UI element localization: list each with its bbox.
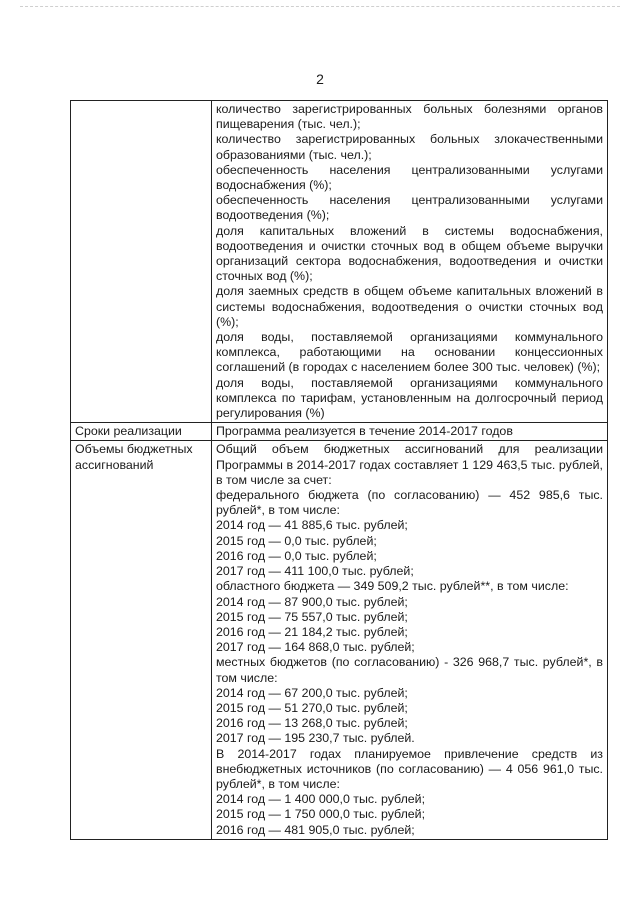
content-line: 2015 год — 75 557,0 тыс. рублей; [216,609,408,624]
row-label: Сроки реализации [71,423,212,441]
page-number: 2 [316,71,324,87]
content-line: Программа реализуется в течение 2014-2017 годов [216,424,513,439]
content-line: 2016 год — 21 184,2 тыс. рублей; [216,624,408,639]
content-line: 2015 год — 0,0 тыс. рублей; [216,533,377,548]
content-line: 2014 год — 1 400 000,0 тыс. рублей; [216,792,426,807]
table-body [71,101,608,840]
content-line: количество зарегистрированных больных болезнями органов пищеварения (тыс. чел.); [216,102,603,132]
content-line: Общий объем бюджетных ассигнований для реализации Программы в 2014-2017 годах составляет 1 129 463,5 тыс. рублей, в том числе за счет: [216,442,603,487]
row-content [212,423,608,441]
content-line: местных бюджетов (по согласованию) - 326 968,7 тыс. рублей*, в том числе: [216,655,603,685]
row-label: Объемы бюджетных ассигнований [71,441,212,839]
row-label [71,101,212,423]
content-line: 2014 год — 41 885,6 тыс. рублей; [216,518,408,533]
content-line: количество зарегистрированных больных злокачественными образованиями (тыс. чел.); [216,132,603,162]
scan-top-edge [20,6,620,7]
content-line: 2014 год — 67 200,0 тыс. рублей; [216,685,408,700]
content-line: 2015 год — 1 750 000,0 тыс. рублей; [216,807,426,822]
row-content [212,441,608,839]
table-row [71,441,608,839]
content-line: 2017 год — 164 868,0 тыс. рублей; [216,640,415,655]
content-line: 2017 год — 411 100,0 тыс. рублей; [216,564,414,579]
content-line: 2016 год — 481 905,0 тыс. рублей; [216,822,415,837]
content-line: федерального бюджета (по согласованию) — 452 985,6 тыс. рублей*, в том числе: [216,488,603,518]
content-line: обеспеченность населения централизованными услугами водоснабжения (%); [216,162,603,193]
row-content [212,101,608,423]
content-line: областного бюджета — 349 509,2 тыс. рублей**, в том числе: [216,579,569,594]
content-line: 2014 год — 87 900,0 тыс. рублей; [216,594,408,609]
content-line: обеспеченность населения централизованными услугами водоотведения (%); [216,193,603,223]
table-row [71,101,608,423]
table-row [71,423,608,441]
passport-table [70,100,608,840]
content-line: доля воды, поставляемой организациями коммунального комплекса, работающими на основании концессионных соглашений (в городах с населением более 300 тыс. человек) (%); [216,330,603,375]
content-line: доля заемных средств в общем объеме капитальных вложений в системы водоснабжения, водоотведения о очистки сточных вод (%); [216,284,603,329]
content-line: 2015 год — 51 270,0 тыс. рублей; [216,700,408,715]
content-line: 2017 год — 195 230,7 тыс. рублей. [216,731,415,746]
content-line: В 2014-2017 годах планируемое привлечение средств из внебюджетных источников (по согласованию) — 4 056 961,0 тыс. рублей*, в том числе: [216,746,603,791]
content-line: 2016 год — 0,0 тыс. рублей; [216,548,377,563]
content-line: доля воды, поставляемой организациями коммунального комплекса по тарифам, установленным на долгосрочный период регулирования (%) [216,375,603,421]
content-line: доля капитальных вложений в системы водоснабжения, водоотведения и очистки сточных вод в общем объеме выручки организаций сектора водоснабжения, водоотведения и очистки сточных вод (%); [216,223,603,284]
content-line: 2016 год — 13 268,0 тыс. рублей; [216,716,408,731]
